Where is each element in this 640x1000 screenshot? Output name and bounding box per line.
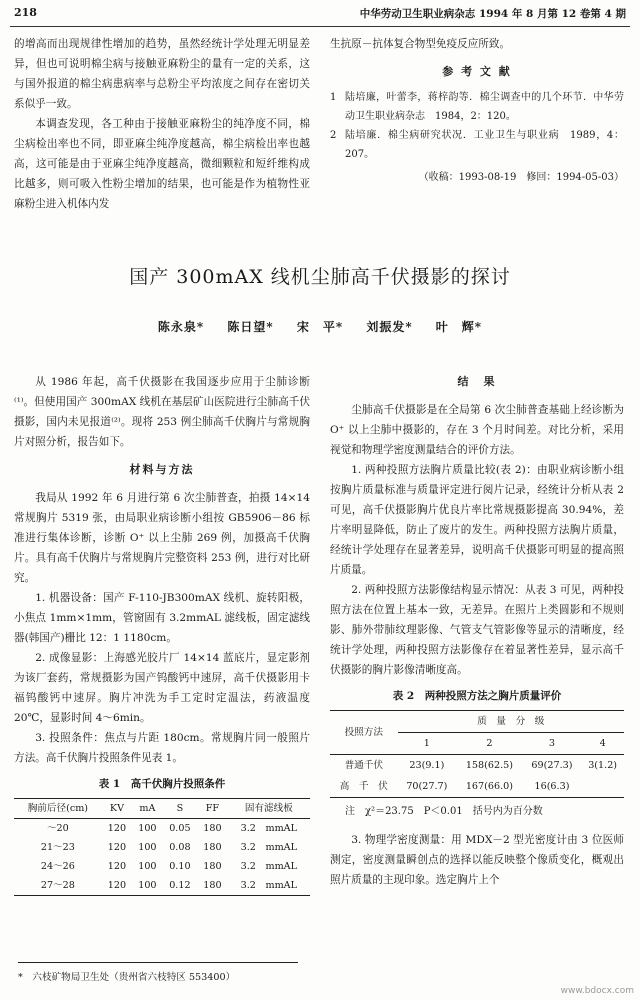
page-number: 218 (14, 6, 37, 19)
column-header: 固有滤线板 (244, 803, 293, 814)
reference-text: 陆培廉．棉尘病研究状况．工业卫生与职业病 1989，4：207。 (345, 130, 624, 160)
column-header: S (176, 803, 184, 814)
results-paragraph: 2. 两种投照方法影像结构显示情况：从表 3 可见，两种投照方法在位置上基本一致，无差异。在照片上类圆影和不规则影、肺外带肺纹理影像、气管支气管影像等显示的清晰度，经统计学处理，两种投照方法影像存在着显著性差异，显示高千伏摄影的胸片影像清晰度高。 (330, 584, 624, 676)
table-cell: 70(27.7) (406, 781, 448, 792)
column-header: 质 量 分 级 (398, 711, 624, 733)
table-cell: 100 (138, 823, 157, 834)
table-cell: 3.2 mmAL (240, 861, 297, 872)
table-cell: 158(62.5) (465, 760, 513, 771)
table-cell: 100 (138, 842, 157, 853)
reference-number: 1 (330, 92, 337, 103)
table-cell: 180 (203, 861, 222, 872)
table-cell: 0.12 (169, 880, 191, 891)
table-cell: 180 (203, 880, 222, 891)
table-cell: 100 (138, 880, 157, 891)
table-cell: 16(6.3) (534, 781, 570, 792)
prev-paragraph: 的增高而出现规律性增加的趋势，虽然经统计学处理无明显差异，但也可说明棉尘病与接触亚麻粉尘的量有一定的关系，这与国外报道的棉尘病患病率与总粉尘平均浓度之间存在密切关系似乎一致。 (14, 38, 310, 110)
results-paragraph: 尘肺高千伏摄影是在全局第 6 次尘肺普查基础上经诊断为 O⁺ 以上尘肺中摄影的，存在 3 个月时间差。对比分析，采用视觉和物理学密度测量结合的评价方法。 (330, 404, 624, 456)
author-name: 宋 平* (296, 320, 344, 334)
table-cell: 120 (107, 880, 127, 891)
table-cell: 69(27.3) (531, 760, 573, 771)
references-heading: 参 考 文 献 (442, 65, 512, 78)
reference-item (330, 88, 624, 126)
prev-article-left (14, 34, 310, 214)
table-row (330, 755, 624, 777)
table-cell: 180 (203, 823, 222, 834)
table-cell: 0.10 (169, 861, 191, 872)
table-cell: 0.08 (169, 842, 191, 853)
table-cell: 23(9.1) (409, 760, 445, 771)
table-row (14, 838, 310, 857)
prev-paragraph: 本调查发现，各工种由于接触亚麻粉尘的纯净度不同，棉尘病检出率也不同，即亚麻尘纯净度越高，棉尘病检出率也越高，这可能是由于亚麻尘纯净度越高，微细颗粒和短纤维构成比越多，则可吸入性粉尘增加的结果，也可能是作为植物性亚麻粉尘进入机体内发 (14, 118, 310, 210)
table-cell: 3.2 mmAL (240, 880, 297, 891)
table2-caption: 表 2 两种投照方法之胸片质量评价 (392, 690, 562, 702)
table-cell: 100 (138, 861, 157, 872)
table-cell: 120 (107, 823, 127, 834)
table-cell: 120 (107, 861, 127, 872)
grade-header: 3 (523, 733, 582, 755)
header-rule (10, 26, 630, 27)
methods-heading: 材料与方法 (129, 463, 195, 476)
methods-paragraph: 我局从 1992 年 6 月进行第 6 次尘肺普查，拍摄 14×14 常规胸片 5319 张，由局职业病诊断小组按 GB5906－86 标准进行集体诊断，诊断 O⁺ 以上尘肺 269 例，加摄高千伏胸片。具有高千伏胸片与常规胸片完整资料 253 例，进行对比研究。 (14, 492, 310, 584)
column-header: 胸前后径(cm) (27, 803, 89, 814)
table-header-row (14, 799, 310, 819)
right-column (330, 372, 624, 890)
table-cell (581, 776, 624, 798)
table1 (14, 798, 310, 896)
intro-paragraph: 从 1986 年起，高千伏摄影在我国逐步应用于尘肺诊断⁽¹⁾。但使用国产 300mAX 线机在基层矿山医院进行尘肺高千伏摄影，国内未见报道⁽²⁾。现将 253 例尘肺高千伏胸片与常规胸片对照分析，报告如下。 (14, 376, 310, 448)
affiliation-footnote: * 六枝矿物局卫生处（贵州省六枝特区 553400） (18, 962, 298, 983)
table-cell: 120 (107, 842, 127, 853)
methods-paragraph: 2. 成像显影：上海感光胶片厂 14×14 蓝底片，显定影剂为该厂套药，常规摄影为国产钨酸钙中速屏，高千伏摄影用卡福钨酸钙中速屏。胸片冲洗为手工定时定温法，药液温度 20℃，显影时间 4～6min。 (14, 652, 310, 724)
grade-header: 4 (581, 733, 624, 755)
prev-continuation: 生抗原－抗体复合物型免疫反应所致。 (330, 38, 511, 50)
grade-header: 2 (456, 733, 523, 755)
table-cell: 3.2 mmAL (240, 842, 297, 853)
table-header-row (330, 711, 624, 733)
article-title: 国产 300mAX 线机尘肺高千伏摄影的探讨 (129, 266, 511, 288)
table-cell: 21～23 (40, 842, 75, 853)
table-cell: 167(66.0) (465, 781, 513, 792)
page-header (0, 0, 640, 26)
methods-paragraph: 1. 机器设备：国产 F-110-JB300mAX 线机、旋转阳极，小焦点 1mm×1mm，管窗固有 3.2mmAL 滤线板，固定滤线器(韩国产)栅比 12：1 1180cm。 (14, 592, 310, 644)
reference-item (330, 126, 624, 164)
table-cell: 3(1.2) (588, 760, 618, 771)
methods-paragraph: 3. 投照条件：焦点与片距 180cm。常规胸片同一般照片方法。高千伏胸片投照条件见表 1。 (14, 732, 310, 764)
column-header: FF (205, 803, 220, 814)
table-cell: 24～26 (40, 861, 75, 872)
table-cell: 普通千伏 (344, 760, 383, 771)
table-row (330, 776, 624, 798)
author-name: 刘振发* (366, 320, 413, 334)
column-header: 投照方法 (330, 711, 398, 755)
author-name: 陈日望* (227, 320, 274, 334)
table-row (14, 819, 310, 839)
grade-header: 1 (398, 733, 457, 755)
received-dates: （收稿：1993-08-19 修回：1994-05-03） (418, 172, 624, 183)
left-column (14, 372, 310, 896)
author-name: 叶 辉* (435, 320, 483, 334)
table-cell: 0.05 (169, 823, 191, 834)
author-list (0, 318, 640, 335)
table-cell: 高 千 伏 (339, 781, 388, 792)
table-cell: 180 (203, 842, 222, 853)
column-header: KV (109, 803, 125, 814)
table2-note: 注 χ²＝23.75 P＜0.01 括号内为百分数 (345, 806, 543, 817)
column-header: mA (139, 803, 156, 814)
author-name: 陈永泉* (157, 320, 205, 334)
table-cell: 27～28 (40, 880, 75, 891)
table2 (330, 710, 624, 798)
table1-caption: 表 1 高千伏胸片投照条件 (98, 778, 226, 790)
results-paragraph: 1. 两种投照方法胸片质量比较(表 2)：由职业病诊断小组按胸片质量标准与质量评定进行阅片记录，经统计分析从表 2 可见，高千伏摄影胸片优良片率比常规摄影提高 30.94%，差片率明显降低，防止了废片的发生。两种投照方法胸片质量，经统计学处理存在显著差异，说明高千伏摄影可明显的提高照片质量。 (330, 464, 624, 576)
table-row (14, 876, 310, 896)
table-cell: ～20 (46, 823, 69, 834)
results-heading: 结 果 (457, 375, 497, 388)
reference-text: 陆培廉，叶蕾李，蒋梓韵等．棉尘调查中的几个环节．中华劳动卫生职业病杂志 1984，2：120。 (345, 92, 624, 122)
reference-number: 2 (330, 130, 337, 141)
results-paragraph: 3. 物理学密度测量：用 MDX－2 型光密度计由 3 位医师测定，密度测量瞬创点的选择以能反映整个像质变化，概观出照片质量的主现印象。选定胸片上个 (330, 834, 624, 886)
table-row (14, 857, 310, 876)
prev-article-right (330, 34, 624, 188)
watermark: www.bdocx.com (560, 986, 634, 996)
table-cell: 3.2 mmAL (240, 823, 297, 834)
journal-title: 中华劳动卫生职业病杂志 1994 年 8 月第 12 卷第 4 期 (359, 8, 626, 20)
